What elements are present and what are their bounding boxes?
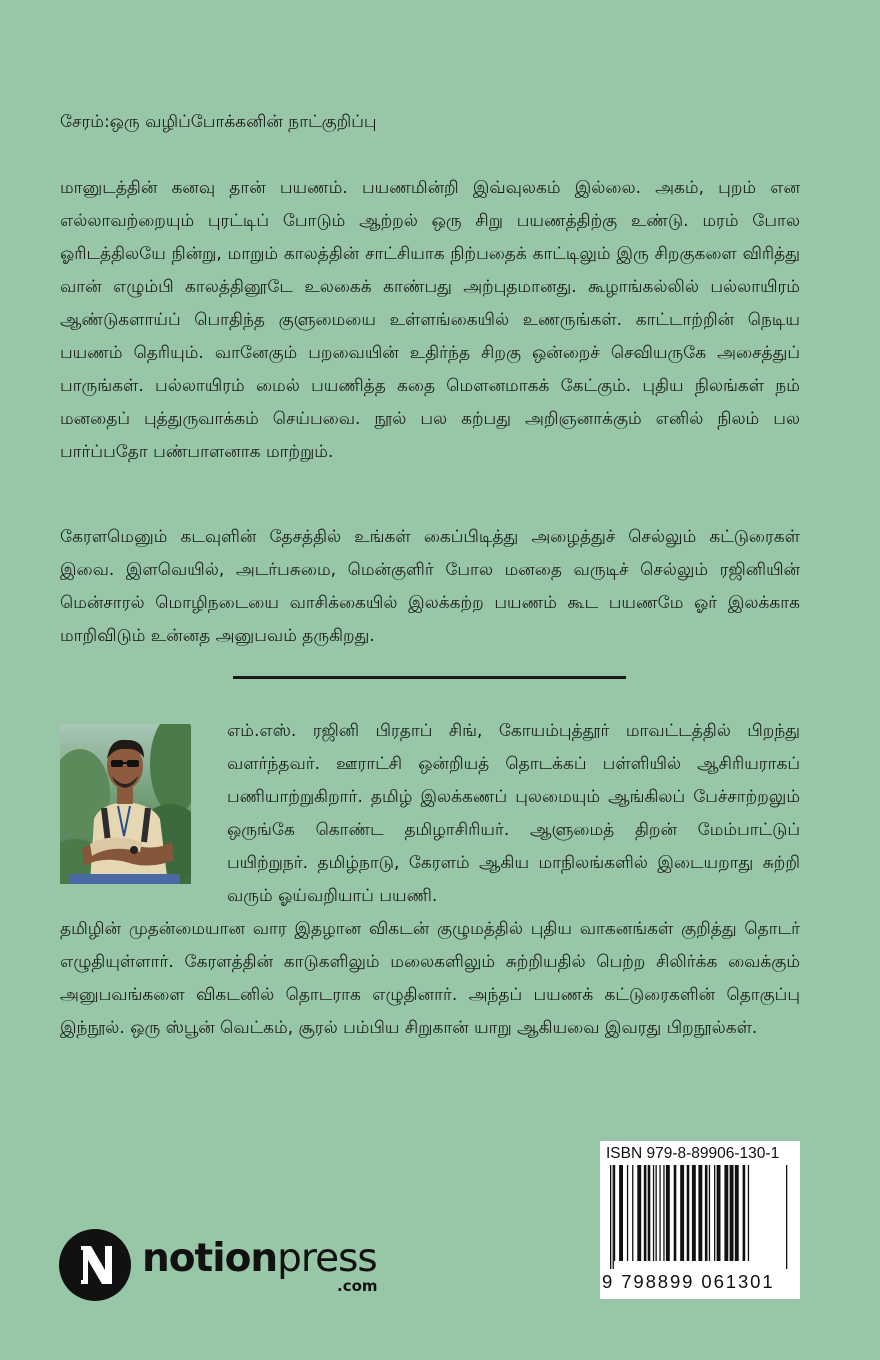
barcode-bar [743, 1165, 746, 1261]
barcode-bar [619, 1165, 623, 1261]
barcode-bar [614, 1165, 615, 1261]
barcode-bar [705, 1165, 708, 1261]
barcode-bar [698, 1165, 702, 1261]
section-divider [233, 676, 626, 679]
barcode-bars [610, 1165, 790, 1269]
barcode-bar [687, 1165, 690, 1261]
publisher-name-bold: notion [142, 1236, 278, 1281]
author-bio: எம்.எஸ். ரஜினி பிரதாப் சிங், கோயம்புத்தூர் மாவட்டத்தில் பிறந்து வளர்ந்தவர். ஊராட்சி ஒன்றியத் தொடக்கப் பள்ளியில் ஆசிரியராகப் பணியாற்றுகிறார். தமிழ் இலக்கணப் புலமையும் ஆங்கிலப் பேச்சாற்றலும் ஒருங்கே கொண்ட தமிழாசிரியர். ஆளுமைத் திறன் மேம்பாட்டுப் பயிற்றுநர். தமிழ்நாடு, கேரளம் ஆகிய மாநிலங்களில் இடையறாது சுற்றி வரும் ஓய்வறியாப் பயணி. [227, 721, 800, 906]
barcode-bar [632, 1165, 633, 1261]
publisher-name-light: press [277, 1236, 377, 1281]
barcode-bar [724, 1165, 728, 1261]
barcode-bar [730, 1165, 734, 1261]
barcode-bar [692, 1165, 696, 1261]
blurb-paragraph-2: கேரளமெனும் கடவுளின் தேசத்தில் உங்கள் கைப்பிடித்து அழைத்துச் செல்லும் கட்டுரைகள் இவை. இளவெயில், அடர்பசுமை, மென்குளிர் போல மனதை வருடிச் செல்லும் ரஜினியின் மென்சாரல் மொழிநடையை வாசிக்கையில் இலக்கற்ற பயணம் கூட பயணமே ஓர் இலக்காக மாறிவிடும் உன்னத அனுபவம் தருகிறது. [60, 527, 800, 646]
barcode-bar [637, 1165, 641, 1261]
notionpress-logo-icon [58, 1228, 132, 1302]
barcode-bar [680, 1165, 684, 1261]
isbn-label: ISBN 979-8-89906-130-1 [606, 1145, 780, 1162]
barcode-bar [653, 1165, 654, 1261]
barcode-bar [735, 1165, 739, 1261]
publisher-name [142, 1236, 377, 1282]
barcode-digits: 9 798899 061301 [602, 1271, 775, 1292]
barcode-bar [644, 1165, 647, 1261]
barcode-bar [666, 1165, 670, 1261]
isbn-barcode [600, 1141, 800, 1299]
barcode-bar [648, 1165, 651, 1261]
barcode-bar [748, 1165, 749, 1261]
barcode-guard-bar [613, 1165, 614, 1269]
barcode-guard-bar [610, 1165, 611, 1269]
barcode-guard-bar [786, 1165, 787, 1269]
publisher-domain: .com [337, 1277, 378, 1295]
author-photo [60, 724, 191, 884]
barcode-bar [714, 1165, 715, 1261]
blurb-paragraph-1: மானுடத்தின் கனவு தான் பயணம். பயணமின்றி இவ்வுலகம் இல்லை. அகம், புறம் என எல்லாவற்றையும் புரட்டிப் போடும் ஆற்றல் ஒரு சிறு பயணத்திற்கு உண்டு. மரம் போல ஓரிடத்திலயே நின்று, மாறும் காலத்தின் சாட்சியாக நிற்பதைக் காட்டிலும் இரு சிறகுகளை விரித்து வான் எழும்பி காலத்தினூடே உலகைக் காண்பது அற்புதமானது. கூழாங்கல்லில் பல்லாயிரம் ஆண்டுகளாய்ப் பொதிந்த குளுமையை உள்ளங்கையில் உணருங்கள். காட்டாற்றின் நெடிய பயணம் தெரியும். வானேகும் பறவையின் உதிர்ந்த சிறகு ஒன்றைச் செவியருகே அசைத்துப் பாருங்கள். பல்லாயிரம் மைல் பயணித்த கதை மௌனமாகக் கேட்கும். புதிய நிலங்கள் நம் மனதைப் புத்துருவாக்கம் செய்பவை. நூல் பல கற்பது அறிஞனாக்கும் எனில் நிலம் பல பார்ப்பதோ பண்பாளனாக மாற்றும். [60, 178, 800, 462]
barcode-bar [717, 1165, 721, 1261]
barcode-bar [627, 1165, 628, 1261]
barcode-bar [709, 1165, 710, 1261]
blurb-paragraph-4: தமிழின் முதன்மையான வார இதழான விகடன் குழுமத்தில் புதிய வாகனங்கள் குறித்து தொடர் எழுதியுள்ளார். கேரளத்தின் காடுகளிலும் மலைகளிலும் சுற்றியதில் பெற்ற சிலிர்க்க வைக்கும் அனுபவங்களை விகடனில் தொடராக எழுதினார். அந்தப் பயணக் கட்டுரைகளின் தொகுப்பு இந்நூல். ஒரு ஸ்பூன் வெட்கம், சூரல் பம்பிய சிறுகான் யாறு ஆகியவை இவரது பிறநூல்கள். [60, 919, 800, 1038]
barcode-bar [656, 1165, 657, 1261]
barcode-bar [663, 1165, 664, 1261]
barcode-bar [659, 1165, 660, 1261]
book-title: சேரம்:ஒரு வழிப்போக்கனின் நாட்குறிப்பு [60, 112, 377, 132]
barcode-bar [674, 1165, 677, 1261]
